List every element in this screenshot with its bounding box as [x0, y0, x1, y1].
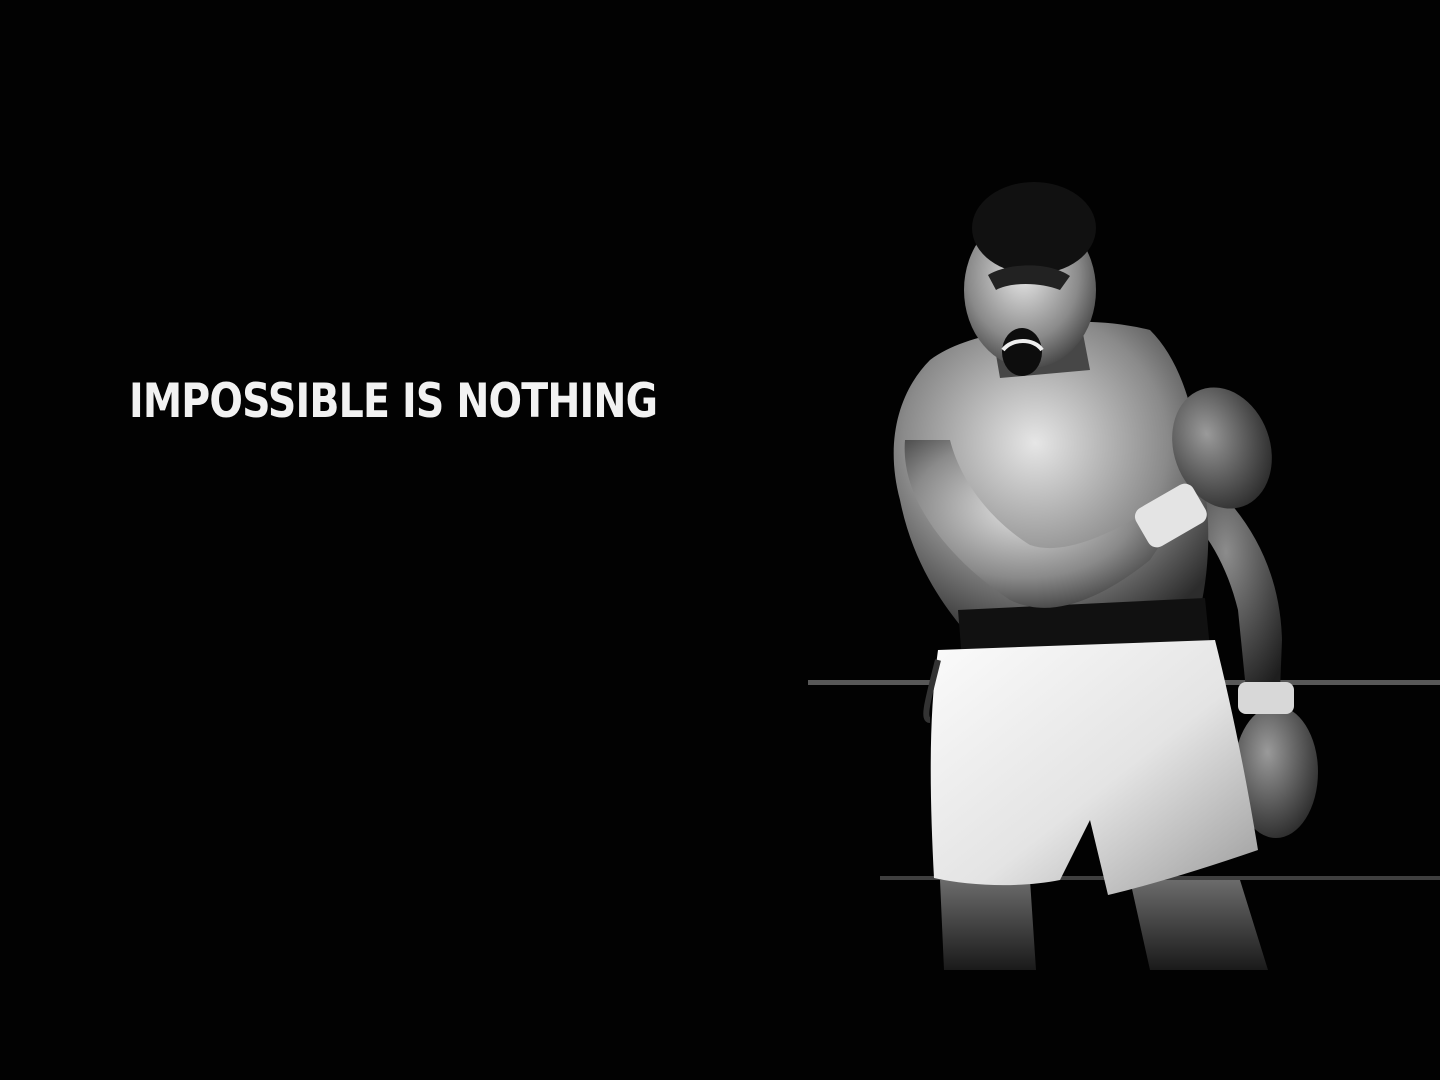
lower-glove-cuff	[1238, 682, 1294, 714]
boxer-shorts	[931, 640, 1258, 895]
tagline: IMPOSSIBLE IS NOTHING	[129, 374, 658, 429]
boxer-open-mouth	[1002, 328, 1042, 376]
boxer-hair	[972, 182, 1096, 274]
boxer-legs	[940, 880, 1268, 970]
